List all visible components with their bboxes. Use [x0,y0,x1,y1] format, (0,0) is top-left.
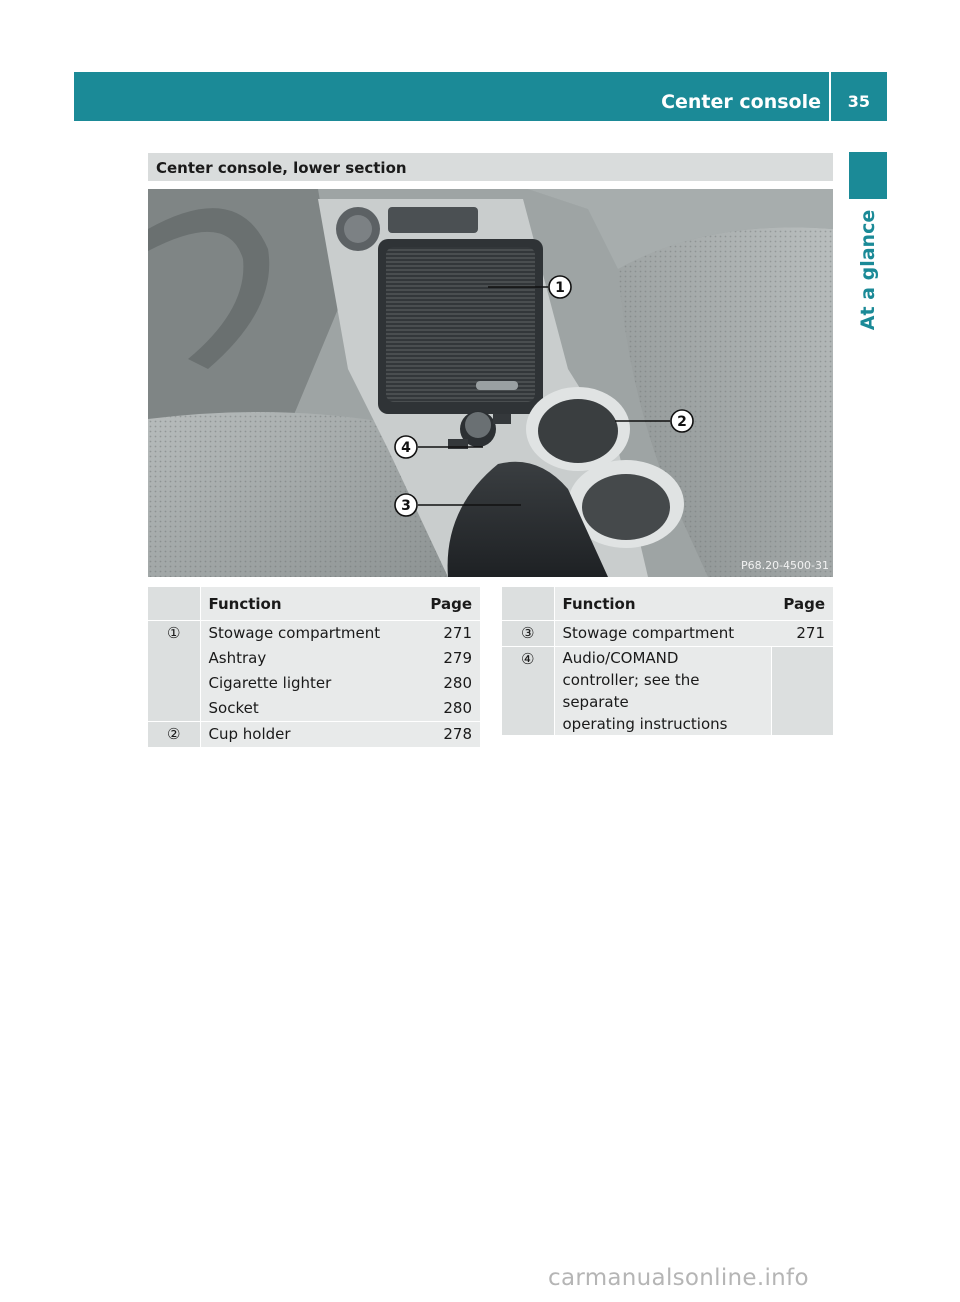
page-number: 35 [847,92,870,111]
table-row [502,647,833,736]
header-function: Function [562,594,636,613]
function-cell [200,621,418,722]
function-cell [554,621,771,647]
function-text: Audio/COMAND [562,649,679,667]
chapter-title: Center console [661,91,821,113]
side-tab-label [850,205,886,335]
function-text: Ashtray [208,649,267,667]
page-ref: 280 [443,699,472,717]
side-tab-text: At a glance [857,209,880,331]
function-table-left [148,587,480,747]
callout-2 [671,410,693,432]
header-divider [829,72,831,121]
function-cell [200,722,418,748]
page-ref: 280 [443,674,472,692]
callout-4 [395,436,417,458]
header-page: Page [783,594,825,613]
page-cell [771,621,833,647]
header-number [148,587,200,621]
page-cell [771,647,833,736]
function-text: Stowage compartment [208,624,381,642]
page-ref: 279 [443,649,472,667]
function-text: operating instructions [562,715,728,733]
table-row [502,621,833,647]
header-function: Function [208,594,282,613]
figure-code: P68.20-4500-31 [740,559,829,572]
table-row [148,722,480,748]
svg-text:2: 2 [677,414,687,430]
section-heading: Center console, lower section [148,153,833,181]
function-cell [554,647,771,736]
table-header [148,587,480,621]
page-header [74,72,887,121]
item-number: ③ [502,621,554,647]
page-ref: 271 [796,624,825,642]
function-text: controller; see the separate [562,671,700,711]
callout-1 [549,276,571,298]
item-number: ① [148,621,200,722]
function-text: Cigarette lighter [208,674,332,692]
center-console-photo [148,189,833,577]
table-row [148,621,480,722]
svg-text:1: 1 [555,280,565,296]
svg-text:3: 3 [401,498,411,514]
function-text: Cup holder [208,725,291,743]
function-table-right [502,587,833,735]
page-ref: 271 [443,624,472,642]
svg-text:4: 4 [401,440,411,456]
header-number [502,587,554,621]
page-cell [418,722,480,748]
page-cell [418,621,480,722]
watermark: carmanualsonline.info [548,1265,809,1291]
function-text: Stowage compartment [562,624,735,642]
table-header [502,587,833,621]
page-ref: 278 [443,725,472,743]
console-illustration [148,189,833,577]
item-number: ② [148,722,200,748]
callout-3 [395,494,417,516]
function-text: Socket [208,699,259,717]
side-tab-marker [849,152,887,199]
header-page: Page [430,594,472,613]
item-number: ④ [502,647,554,736]
